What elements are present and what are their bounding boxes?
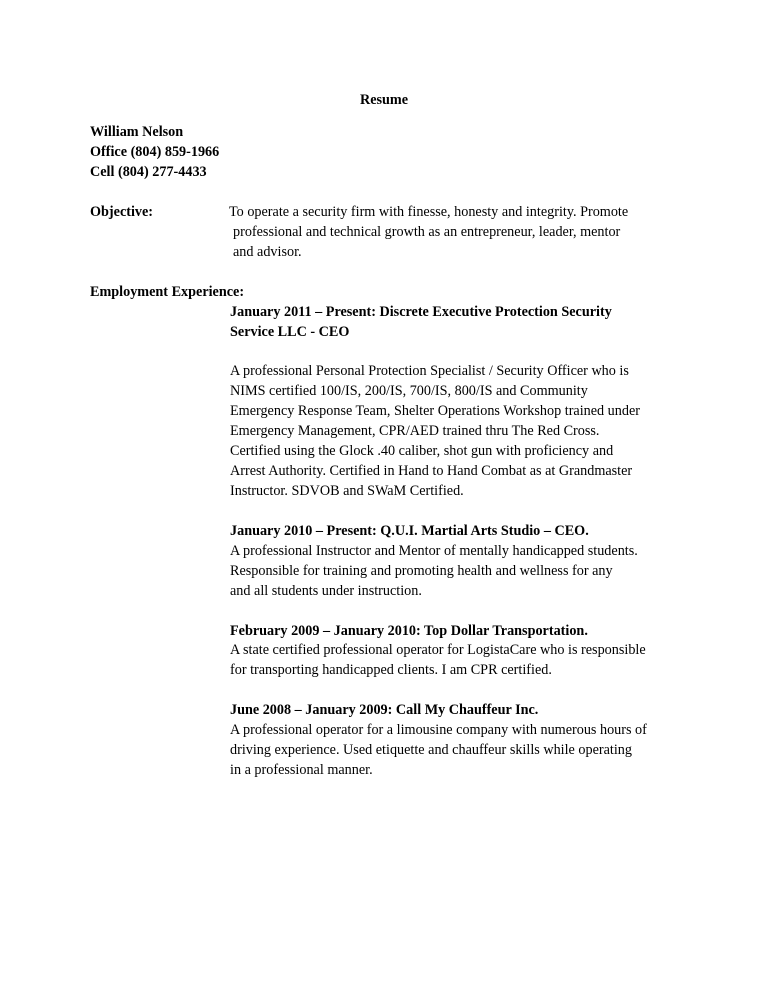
job-description-line: NIMS certified 100/IS, 200/IS, 700/IS, 800/IS and Community (230, 383, 588, 399)
job-description-line: Certified using the Glock .40 caliber, shot gun with proficiency and (230, 443, 614, 459)
job-description-line: A professional Instructor and Mentor of mentally handicapped students. (230, 543, 638, 559)
job-description-line: Emergency Response Team, Shelter Operations Workshop trained under (230, 403, 640, 419)
job-heading: February 2009 – January 2010: Top Dollar Transportation. (230, 623, 588, 639)
objective-line: and advisor. (233, 244, 302, 260)
objective-line: To operate a security firm with finesse, honesty and integrity. Promote (229, 204, 629, 220)
job-description-line: for transporting handicapped clients. I am CPR certified. (230, 662, 552, 678)
objective-line: professional and technical growth as an entrepreneur, leader, mentor (233, 224, 621, 240)
job-description-line: A professional operator for a limousine company with numerous hours of (230, 722, 647, 738)
job-description-line: Arrest Authority. Certified in Hand to Hand Combat as at Grandmaster (230, 463, 633, 479)
employment-label: Employment Experience: (90, 284, 245, 300)
job-heading: June 2008 – January 2009: Call My Chauffeur Inc. (230, 702, 539, 718)
job-description-line: Emergency Management, CPR/AED trained thru The Red Cross. (230, 423, 600, 439)
contact-name: William Nelson (90, 124, 184, 140)
contact-office-phone: Office (804) 859-1966 (90, 144, 220, 160)
job-description-line: A professional Personal Protection Specialist / Security Officer who is (230, 363, 629, 379)
page-title: Resume (359, 92, 409, 108)
job-heading: January 2010 – Present: Q.U.I. Martial Arts Studio – CEO. (230, 523, 589, 539)
job-heading: January 2011 – Present: Discrete Executive Protection Security (230, 304, 612, 320)
job-description-line: Responsible for training and promoting health and wellness for any (230, 563, 613, 579)
objective-label: Objective: (90, 204, 154, 220)
job-description-line: Instructor. SDVOB and SWaM Certified. (230, 483, 464, 499)
job-description-line: A state certified professional operator for LogistaCare who is responsible (230, 642, 646, 658)
job-description-line: and all students under instruction. (230, 583, 422, 599)
contact-cell-phone: Cell (804) 277-4433 (90, 164, 207, 180)
job-description-line: in a professional manner. (230, 762, 373, 778)
job-description-line: driving experience. Used etiquette and chauffeur skills while operating (230, 742, 632, 758)
job-heading: Service LLC - CEO (230, 324, 350, 340)
